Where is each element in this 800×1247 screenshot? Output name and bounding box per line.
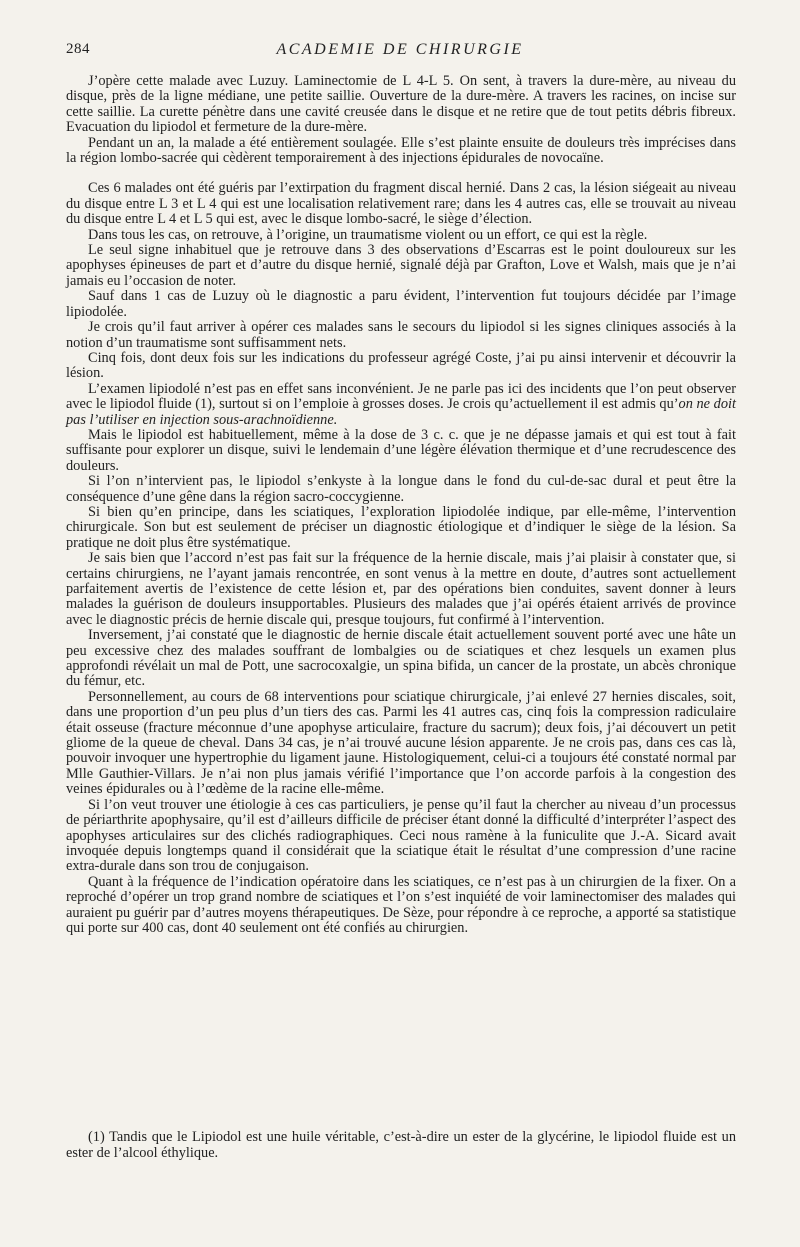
paragraph: Si bien qu’en principe, dans les sciatiques, l’exploration lipiodolée indique, par elle-même, l’intervention chirurgicale. Son but est seulement de préciser un diagnostic étiologique et d’indiquer le siège de la lésion. Sa pratique ne doit plus être systématique. <box>66 503 736 551</box>
footnote <box>66 1129 736 1161</box>
paragraph: J’opère cette malade avec Luzuy. Laminectomie de L 4-L 5. On sent, à travers la dure-mère, au niveau du disque, près de la ligne médiane, une petite saillie. Ouverture de la dure-mère. A travers les racines, on incise sur cette saillie. La curette pénètre dans une cavité creusée dans le disque et ne retire que de tout petits débris fibreux. Evacuation du lipiodol et fermeture de la dure-mère. <box>66 73 736 136</box>
paragraph: Le seul signe inhabituel que je retrouve dans 3 des observations d’Escarras est le point douloureux sur les apophyses épineuses de part et d’autre du disque hernié, signalé déjà par Grafton, Love et Walsh, mais que je n’ai jamais eu l’occasion de noter. <box>66 242 736 289</box>
paragraph: Ces 6 malades ont été guéris par l’extirpation du fragment discal hernié. Dans 2 cas, la lésion siégeait au niveau du disque entre L 3 et L 4 qui est une localisation relativement rare; dans les 4 autres cas, elle se trouvait au niveau du disque entre L 4 et L 5 qui est, avec le disque lombo-sacré, le siège d’élection. <box>66 180 736 228</box>
footnote-text: (1) Tandis que le Lipiodol est une huile véritable, c’est-à-dire un ester de la glycérine, le lipiodol fluide est un ester de l’alcool éthylique. <box>66 1129 736 1161</box>
paragraph: Personnellement, au cours de 68 interventions pour sciatique chirurgicale, j’ai enlevé 27 hernies discales, soit, dans une proportion d’un peu plus d’un tiers des cas. Parmi les 41 autres cas, cinq fois la compression radiculaire était osseuse (fracture méconnue d’une apophyse articulaire, fracture du sacrum); deux fois, j’ai découvert un petit gliome de la queue de cheval. Dans 34 cas, je n’ai trouvé aucune lésion apparente. Je ne crois pas, dans ces cas là, pouvoir invoquer une hypertrophie du ligament jaune. Histologiquement, celui-ci a toujours été constaté normal par Mlle Gauthier-Villars. Je n’ai non plus jamais vérifié l’importance que l’on accorde parfois à la congestion des veines épidurales ou à l’œdème de la racine elle-même. <box>66 688 736 798</box>
paragraph: Si l’on veut trouver une étiologie à ces cas particuliers, je pense qu’il faut la chercher au niveau d’un processus de périarthrite apophysaire, qu’il est d’ailleurs difficile de préciser étant donné la difficulté d’interpréter l’aspect des apophyses articulaires sur des clichés radiographiques. Ceci nous ramène à la funiculite que J.-A. Sicard avait invoquée depuis longtemps quand il considérait que la sciatique était le résultat d’une compression d’une racine extra-durale dans son trou de conjugaison. <box>66 796 736 875</box>
paragraph: Je crois qu’il faut arriver à opérer ces malades sans le secours du lipiodol si les signes cliniques associés à la notion d’un traumatisme sont suffisamment nets. <box>66 319 736 351</box>
paragraph: Pendant un an, la malade a été entièrement soulagée. Elle s’est plainte ensuite de douleurs très imprécises dans la région lombo-sacrée qui cèdèrent temporairement à des injections épidurales de novocaïne. <box>66 134 736 167</box>
paragraph-lipiodol-risks <box>66 382 736 428</box>
paragraph: Si l’on n’intervient pas, le lipiodol s’enkyste à la longue dans le fond du cul-de-sac dural et peut être la conséquence d’une gêne dans la région sacro-coccygienne. <box>66 473 736 505</box>
paragraph: Dans tous les cas, on retrouve, à l’origine, un traumatisme violent ou un effort, ce qui est la règle. <box>88 226 648 243</box>
page-number: 284 <box>66 41 90 57</box>
running-title: ACADEMIE DE CHIRURGIE <box>276 41 524 58</box>
italic-emphasis: on ne doit pas l’utiliser en injection sous-arachnoïdienne. <box>66 396 736 428</box>
paragraph-text: L’examen lipiodolé n’est pas en effet sans inconvénient. Je ne parle pas ici des incidents que l’on peut observer avec le lipiodol fluide (1), surtout si on l’emploie à grosses doses. Je crois qu’actuellement il est admis qu’ <box>66 380 736 413</box>
main-text <box>66 74 736 936</box>
paragraph: Je sais bien que l’accord n’est pas fait sur la fréquence de la hernie discale, mais j’ai plaisir à constater que, si certains chirurgiens, ne l’ayant jamais rencontrée, en sont venus à la mettre en doute, d’autres sont actuellement parfaitement avertis de l’existence de cette lésion et, par des opérations bien conduites, savent donner à leurs malades la guérison de douleurs insupportables. Plusieurs des malades que j’ai opérés étaient arrivés de province avec le diagnostic précis de hernie discale qui, presque toujours, fut confirmé à l’intervention. <box>66 550 736 628</box>
paragraph: Inversement, j’ai constaté que le diagnostic de hernie discale était actuellement souvent porté avec une hâte un peu excessive chez des malades souffrant de lombalgies ou de sciatiques et chez lesquels un examen plus approfondi révélait un mal de Pott, une sacrocoxalgie, un spina bifida, un cancer de la prostate, un abcès chronique du fémur, etc. <box>66 627 736 690</box>
paragraph: Quant à la fréquence de l’indication opératoire dans les sciatiques, ce n’est pas à un chirurgien de la fixer. On a reproché d’opérer un trop grand nombre de sciatiques et l’on s’est inquiété de voir laminectomiser des malades qui auraient pu guérir par d’autres moyens thérapeutiques. De Sèze, pour répondre à ce reproche, a apporté sa statistique qui porte sur 400 cas, dont 40 seulement ont été confiés au chirurgien. <box>66 873 736 936</box>
paragraph: Cinq fois, dont deux fois sur les indications du professeur agrégé Coste, j’ai pu ainsi intervenir et découvrir la lésion. <box>66 349 736 382</box>
paragraph: Mais le lipiodol est habituellement, même à la dose de 3 c. c. que je ne dépasse jamais et qui est tout à fait suffisante pour explorer un disque, suivi le lendemain d’une légère élévation thermique et d’une recrudescence des douleurs. <box>66 426 736 474</box>
page-header <box>66 41 734 61</box>
paragraph: Sauf dans 1 cas de Luzuy où le diagnostic a paru évident, l’intervention fut toujours décidée par l’image lipiodolée. <box>66 288 736 320</box>
